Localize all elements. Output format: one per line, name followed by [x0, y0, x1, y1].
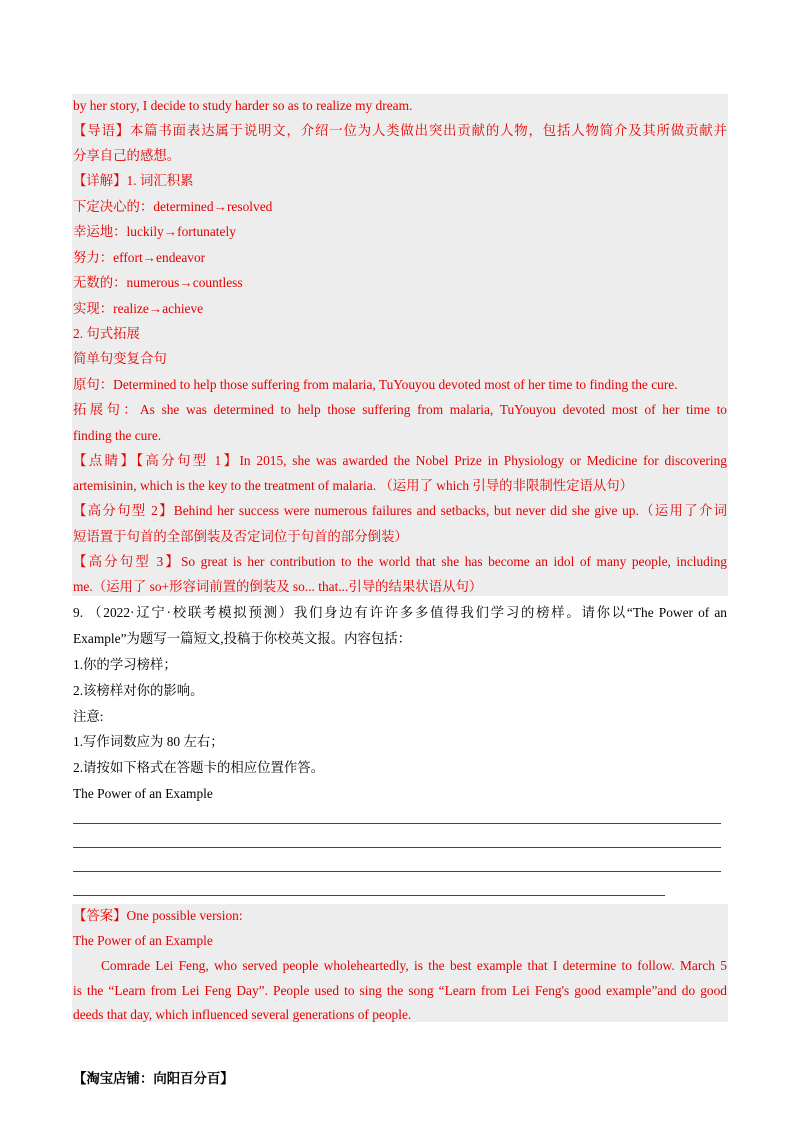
footer-shop: 【淘宝店铺：向阳百分百】	[73, 1071, 234, 1086]
daoyu-line-2: 分享自己的感想。	[73, 148, 181, 163]
answer-line	[73, 823, 721, 824]
answer-label: 【答案】One possible version:	[73, 908, 243, 923]
content-point: 2.该榜样对你的影响。	[73, 683, 204, 698]
answer-paragraph-line-2: is the “Learn from Lei Feng Day”. People used to sing the song “Learn from Lei Feng's good example”and do good	[73, 983, 727, 998]
content-point: 1.你的学习榜样；	[73, 657, 177, 672]
question-line-1: 9. （2022·辽宁·校联考模拟预测）我们身边有许许多多值得我们学习的榜样。请你以“The Power of an	[73, 605, 727, 620]
expanded-sentence-1: 拓展句：As she was determined to help those suffering from malaria, TuYouyou devoted most of her time to	[73, 402, 727, 417]
dianjing-line-1: 【点睛】【高分句型 1】In 2015, she was awarded the Nobel Prize in Physiology or Medicine for discovering	[73, 453, 727, 468]
dianjing-line-2: artemisinin, which is the key to the treatment of malaria. （运用了 which 引导的非限制性定语从句）	[73, 478, 634, 493]
answer-line	[73, 871, 721, 872]
gaofen3-line-1: 【高分句型 3】So great is her contribution to the world that she has become an idol of many people, including	[73, 554, 727, 569]
essay-title-prompt: The Power of an Example	[73, 786, 213, 801]
vocab-item: 无数的：numerous→countless	[73, 275, 243, 290]
vocab-item: 实现：realize→achieve	[73, 301, 204, 316]
original-sentence: 原句：Determined to help those suffering from malaria, TuYouyou devoted most of her time to finding the cure.	[73, 377, 678, 392]
gaofen2-line-2: 短语置于句首的全部倒装及否定词位于句首的部分倒装）	[73, 529, 408, 544]
expanded-sentence-2: finding the cure.	[73, 428, 162, 443]
daoyu-line-1: 【导语】本篇书面表达属于说明文，介绍一位为人类做出突出贡献的人物，包括人物简介及其所做贡献并	[73, 123, 727, 138]
answer-paragraph-line-1: Comrade Lei Feng, who served people wholeheartedly, is the best example that I determine to follow. March 5	[101, 958, 727, 973]
section-2-heading: 2. 句式拓展	[73, 326, 140, 341]
answer-paragraph-line-3: deeds that day, which influenced several generations of people.	[73, 1007, 412, 1022]
answer-line	[73, 895, 665, 896]
xiangjie-heading: 【详解】1. 词汇积累	[73, 173, 194, 188]
gaofen2-line-1: 【高分句型 2】Behind her success were numerous failures and setbacks, but never did she give up.（运用了介词	[73, 503, 727, 518]
answer-line	[73, 847, 721, 848]
question-line-2: Example”为题写一篇短文,投稿于你校英文报。内容包括：	[73, 631, 412, 646]
note-label: 注意:	[73, 709, 104, 724]
gaofen3-line-2: me.（运用了 so+形容词前置的倒装及 so... that...引导的结果状语从句）	[73, 579, 483, 594]
answer-title: The Power of an Example	[73, 933, 213, 948]
vocab-item: 下定决心的：determined→resolved	[73, 199, 273, 214]
note-item: 1.写作词数应为 80 左右；	[73, 734, 224, 749]
subhead: 简单句变复合句	[73, 351, 167, 366]
vocab-item: 努力：effort→endeavor	[73, 250, 206, 265]
analysis-top-line: by her story, I decide to study harder so as to realize my dream.	[73, 98, 413, 113]
note-item: 2.请按如下格式在答题卡的相应位置作答。	[73, 760, 325, 775]
vocab-item: 幸运地：luckily→fortunately	[73, 224, 236, 239]
